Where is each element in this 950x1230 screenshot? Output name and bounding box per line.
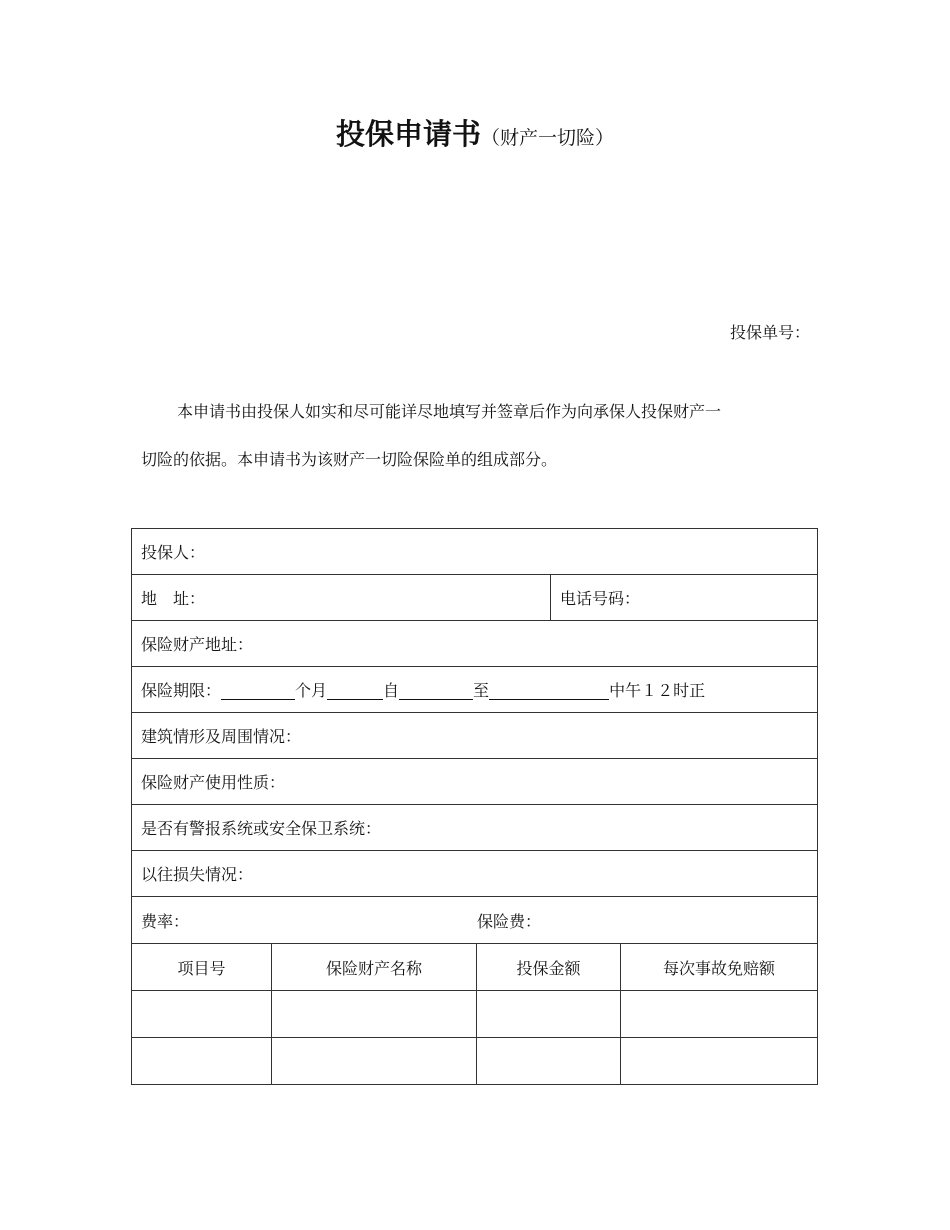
table-row	[132, 1038, 817, 1084]
rate-field[interactable]: 费率：	[141, 911, 190, 931]
row-period	[132, 667, 817, 713]
address-field[interactable]: 地 址：	[141, 589, 206, 608]
sum-insured-cell[interactable]	[476, 991, 620, 1037]
loss-history-field[interactable]: 以往损失情况：	[141, 865, 254, 884]
col-deductible: 每次事故免赔额	[620, 944, 817, 990]
title-main: 投保申请书	[335, 117, 481, 151]
from-label: 自	[383, 681, 400, 700]
period-field[interactable]	[132, 667, 817, 712]
row-applicant	[132, 529, 817, 575]
row-building	[132, 713, 817, 759]
intro-line-1: 本申请书由投保人如实和尽可能详尽地填写并签章后作为向承保人投保财产一	[177, 402, 722, 421]
row-property-address	[132, 621, 817, 667]
row-alarm	[132, 805, 817, 851]
building-field[interactable]: 建筑情形及周围情况：	[141, 727, 302, 746]
deductible-cell[interactable]	[620, 1038, 817, 1084]
premium-field[interactable]: 保险费：	[477, 911, 542, 931]
table-header-row	[132, 944, 817, 991]
row-loss-history	[132, 851, 817, 897]
phone-field[interactable]: 电话号码：	[550, 575, 817, 620]
sum-insured-cell[interactable]	[476, 1038, 620, 1084]
item-no-cell[interactable]	[132, 991, 271, 1037]
alarm-field[interactable]: 是否有警报系统或安全保卫系统：	[141, 819, 382, 838]
from-blank[interactable]	[327, 683, 383, 700]
property-name-cell[interactable]	[271, 1038, 476, 1084]
usage-field[interactable]: 保险财产使用性质：	[141, 773, 286, 792]
end-date-blank[interactable]	[489, 683, 609, 700]
property-name-cell[interactable]	[271, 991, 476, 1037]
item-no-cell[interactable]	[132, 1038, 271, 1084]
intro-line-2: 切险的依据。本申请书为该财产一切险保险单的组成部分。	[141, 450, 558, 469]
months-label: 个月	[295, 681, 328, 700]
deductible-cell[interactable]	[620, 991, 817, 1037]
row-rate	[132, 897, 817, 944]
table-row	[132, 991, 817, 1038]
document-title	[0, 112, 950, 153]
row-usage	[132, 759, 817, 805]
application-form-table	[131, 528, 818, 1085]
col-property-name: 保险财产名称	[271, 944, 476, 990]
property-address-field[interactable]: 保险财产地址：	[141, 635, 254, 654]
period-label: 保险期限：	[141, 681, 222, 700]
policy-number-label: 投保单号：	[729, 323, 810, 342]
months-blank[interactable]	[221, 683, 295, 700]
to-label: 至	[473, 681, 490, 700]
row-address	[132, 575, 817, 621]
start-date-blank[interactable]	[399, 683, 473, 700]
col-sum-insured: 投保金额	[476, 944, 620, 990]
title-subtitle: （财产一切险）	[481, 127, 615, 149]
noon-label: 中午１２时正	[609, 681, 706, 700]
col-item-no: 项目号	[177, 958, 226, 978]
applicant-field[interactable]: 投保人：	[141, 543, 206, 562]
